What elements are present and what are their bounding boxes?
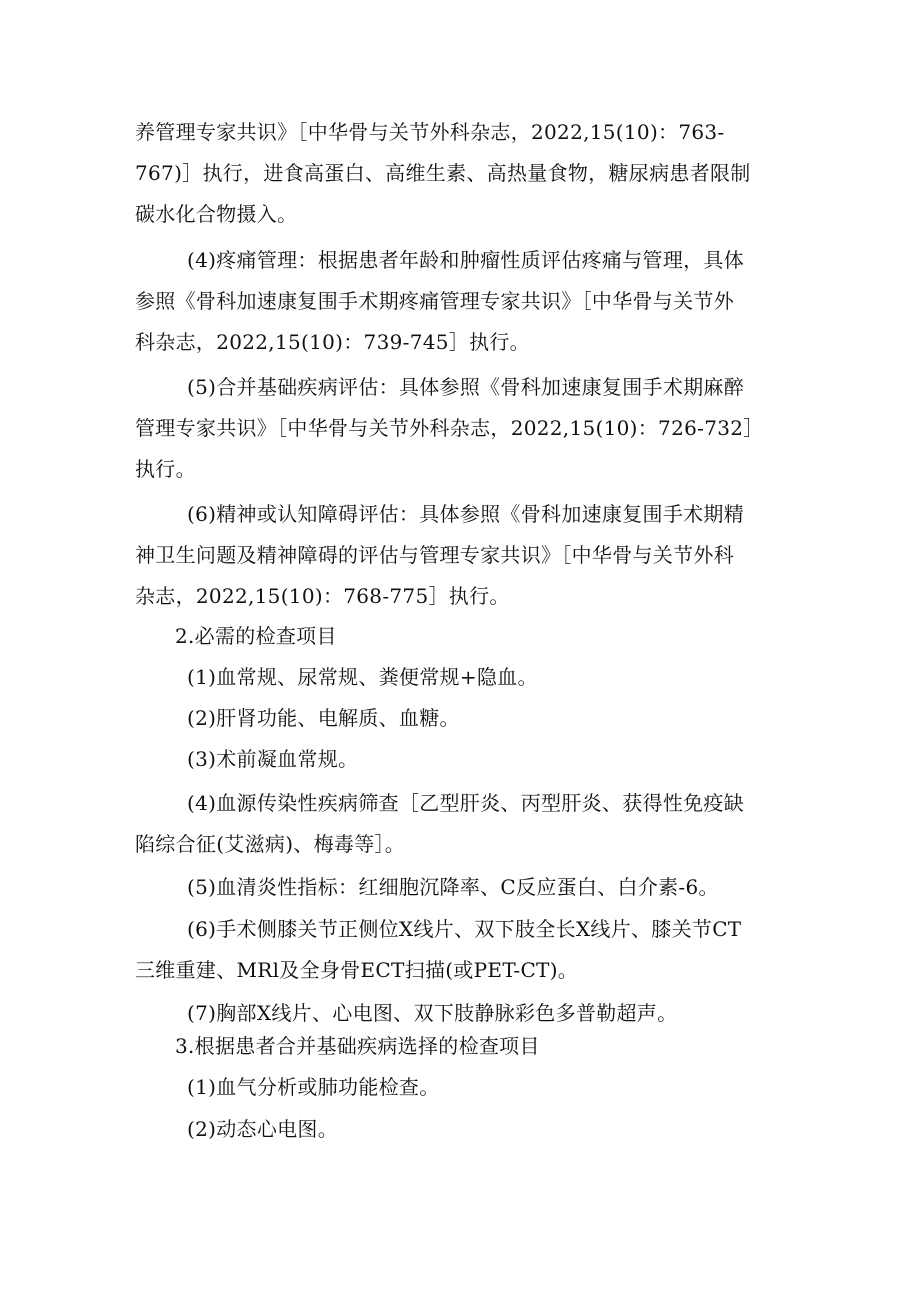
text-line: 养管理专家共识》［中华骨与关节外科杂志，2022,15(10)：763- xyxy=(135,120,725,144)
text-line: 陷综合征(艾滋病)、梅毒等］。 xyxy=(135,832,406,856)
text-line: (4)血源传染性疾病筛查［乙型肝炎、丙型肝炎、获得性免疫缺 xyxy=(187,791,745,815)
text-line: 三维重建、MRl及全身骨ECT扫描(或PET-CT)。 xyxy=(135,958,579,982)
list-item-holter xyxy=(135,1109,787,1150)
text-line: 碳水化合物摄入。 xyxy=(135,202,298,226)
list-item-blood-gas xyxy=(135,1067,787,1108)
text-line: 执行。 xyxy=(135,457,196,481)
list-item-liver-kidney xyxy=(135,698,787,739)
list-item-infectious-screening xyxy=(135,783,787,865)
text-line: 神卫生问题及精神障碍的评估与管理专家共识》［中华骨与关节外科 xyxy=(135,543,734,567)
paragraph-comorbidity-assessment xyxy=(135,367,787,490)
paragraph-mental-assessment xyxy=(135,494,787,617)
list-item-inflammatory-markers xyxy=(135,867,787,908)
paragraph-pain-management xyxy=(135,240,787,363)
text-line: (1)血气分析或肺功能检查。 xyxy=(187,1075,440,1099)
text-line: (5)血清炎性指标：红细胞沉降率、C反应蛋白、白介素-6。 xyxy=(187,875,719,899)
list-item-coagulation xyxy=(135,739,787,780)
text-line: (3)术前凝血常规。 xyxy=(187,747,359,771)
text-line: (2)动态心电图。 xyxy=(187,1117,339,1141)
text-line: (2)肝肾功能、电解质、血糖。 xyxy=(187,706,460,730)
list-item-imaging xyxy=(135,909,787,991)
section-heading-required-exams: 2.必需的检查项目 xyxy=(175,624,337,648)
list-item-blood-routine xyxy=(135,657,787,698)
paragraph-nutrition-continuation xyxy=(135,112,787,235)
text-line: 杂志，2022,15(10)：768-775］执行。 xyxy=(135,584,510,608)
text-line: 参照《骨科加速康复围手术期疼痛管理专家共识》［中华骨与关节外 xyxy=(135,289,734,313)
text-line: (6)精神或认知障碍评估：具体参照《骨科加速康复围手术期精 xyxy=(187,502,745,526)
text-line: 767)］执行，进食高蛋白、高维生素、高热量食物，糖尿病患者限制 xyxy=(135,161,751,185)
text-line: (1)血常规、尿常规、粪便常规+隐血。 xyxy=(187,665,538,689)
text-line: (5)合并基础疾病评估：具体参照《骨科加速康复围手术期麻醉 xyxy=(187,375,745,399)
section-heading-comorbidity-exams: 3.根据患者合并基础疾病选择的检查项目 xyxy=(175,1034,540,1058)
text-line: (7)胸部X线片、心电图、双下肢静脉彩色多普勒超声。 xyxy=(187,1001,678,1025)
text-line: (6)手术侧膝关节正侧位X线片、双下肢全长X线片、膝关节CT xyxy=(187,917,742,941)
text-line: (4)疼痛管理：根据患者年龄和肿瘤性质评估疼痛与管理，具体 xyxy=(187,248,745,272)
text-line: 科杂志，2022,15(10)：739-745］执行。 xyxy=(135,330,530,354)
text-line: 管理专家共识》［中华骨与关节外科杂志，2022,15(10)：726-732］ xyxy=(135,416,764,440)
